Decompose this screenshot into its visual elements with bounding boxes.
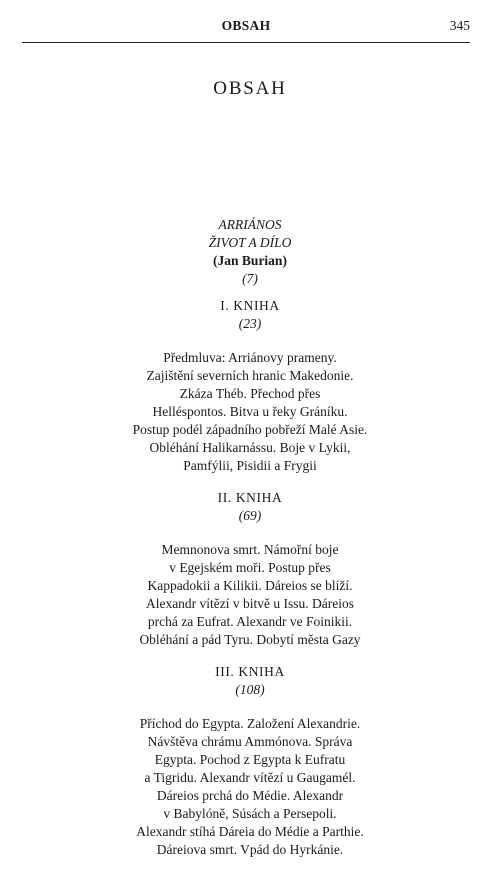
- summary-line: Obléhání Halikarnássu. Boje v Lykii,: [149, 440, 351, 455]
- summary-line: Zkáza Théb. Přechod přes: [179, 386, 321, 401]
- book-1-summary: [0, 349, 500, 475]
- summary-line: Memnonova smrt. Námořní boje: [161, 542, 339, 557]
- summary-line: a Tigridu. Alexandr vítězí u Gaugamél.: [144, 770, 356, 785]
- summary-line: v Babylóně, Súsách a Persepoli.: [163, 806, 337, 821]
- book-2-page-ref: (69): [238, 508, 262, 523]
- table-of-contents: [0, 216, 500, 859]
- book-1-title: I. KNIHA: [220, 298, 280, 313]
- summary-line: v Egejském moři. Postup přes: [169, 560, 331, 575]
- book-1-page-ref: (23): [238, 316, 262, 331]
- summary-line: Egypta. Pochod z Egypta k Eufratu: [154, 752, 346, 767]
- summary-line: Alexandr vítězí v bitvě u Issu. Dáreios: [145, 596, 355, 611]
- header-rule: [22, 42, 470, 43]
- summary-line: Zajištění severních hranic Makedonie.: [146, 368, 354, 383]
- book-2-title: II. KNIHA: [217, 490, 283, 505]
- summary-line: Dáreios prchá do Médie. Alexandr: [156, 788, 344, 803]
- summary-line: Předmluva: Arriánovy prameny.: [163, 350, 337, 365]
- intro-page-ref: (7): [242, 271, 258, 286]
- summary-line: Návštěva chrámu Ammónova. Správa: [147, 734, 353, 749]
- summary-line: Helléspontos. Bitva u řeky Gráníku.: [152, 404, 348, 419]
- book-3-summary: [0, 715, 500, 859]
- running-head-title: OBSAH: [221, 18, 271, 33]
- summary-line: prchá za Eufrat. Alexandr ve Foinikii.: [147, 614, 353, 629]
- intro-byline: (Jan Burian): [213, 253, 287, 268]
- running-head: [22, 18, 470, 40]
- book-3-page-ref: (108): [235, 682, 265, 697]
- book-2-summary: [0, 541, 500, 649]
- summary-line: Alexandr stíhá Dáreia do Médie a Parthie.: [136, 824, 364, 839]
- summary-line: Dáreiova smrt. Vpád do Hyrkánie.: [156, 842, 344, 857]
- book-3-title: III. KNIHA: [215, 664, 285, 679]
- page-title: OBSAH: [213, 78, 287, 99]
- intro-subtitle: ŽIVOT A DÍLO: [208, 235, 292, 250]
- summary-line: Postup podél západního pobřeží Malé Asie.: [132, 422, 368, 437]
- summary-line: Obléhání a pád Tyru. Dobytí města Gazy: [139, 632, 361, 647]
- summary-line: Kappadokii a Kilikii. Dáreios se blíží.: [147, 578, 353, 593]
- summary-line: Příchod do Egypta. Založení Alexandrie.: [139, 716, 361, 731]
- summary-line: Pamfýlii, Pisidii a Frygii: [183, 458, 317, 473]
- page-number: 345: [449, 18, 470, 33]
- intro-author: ARRIÁNOS: [218, 217, 282, 232]
